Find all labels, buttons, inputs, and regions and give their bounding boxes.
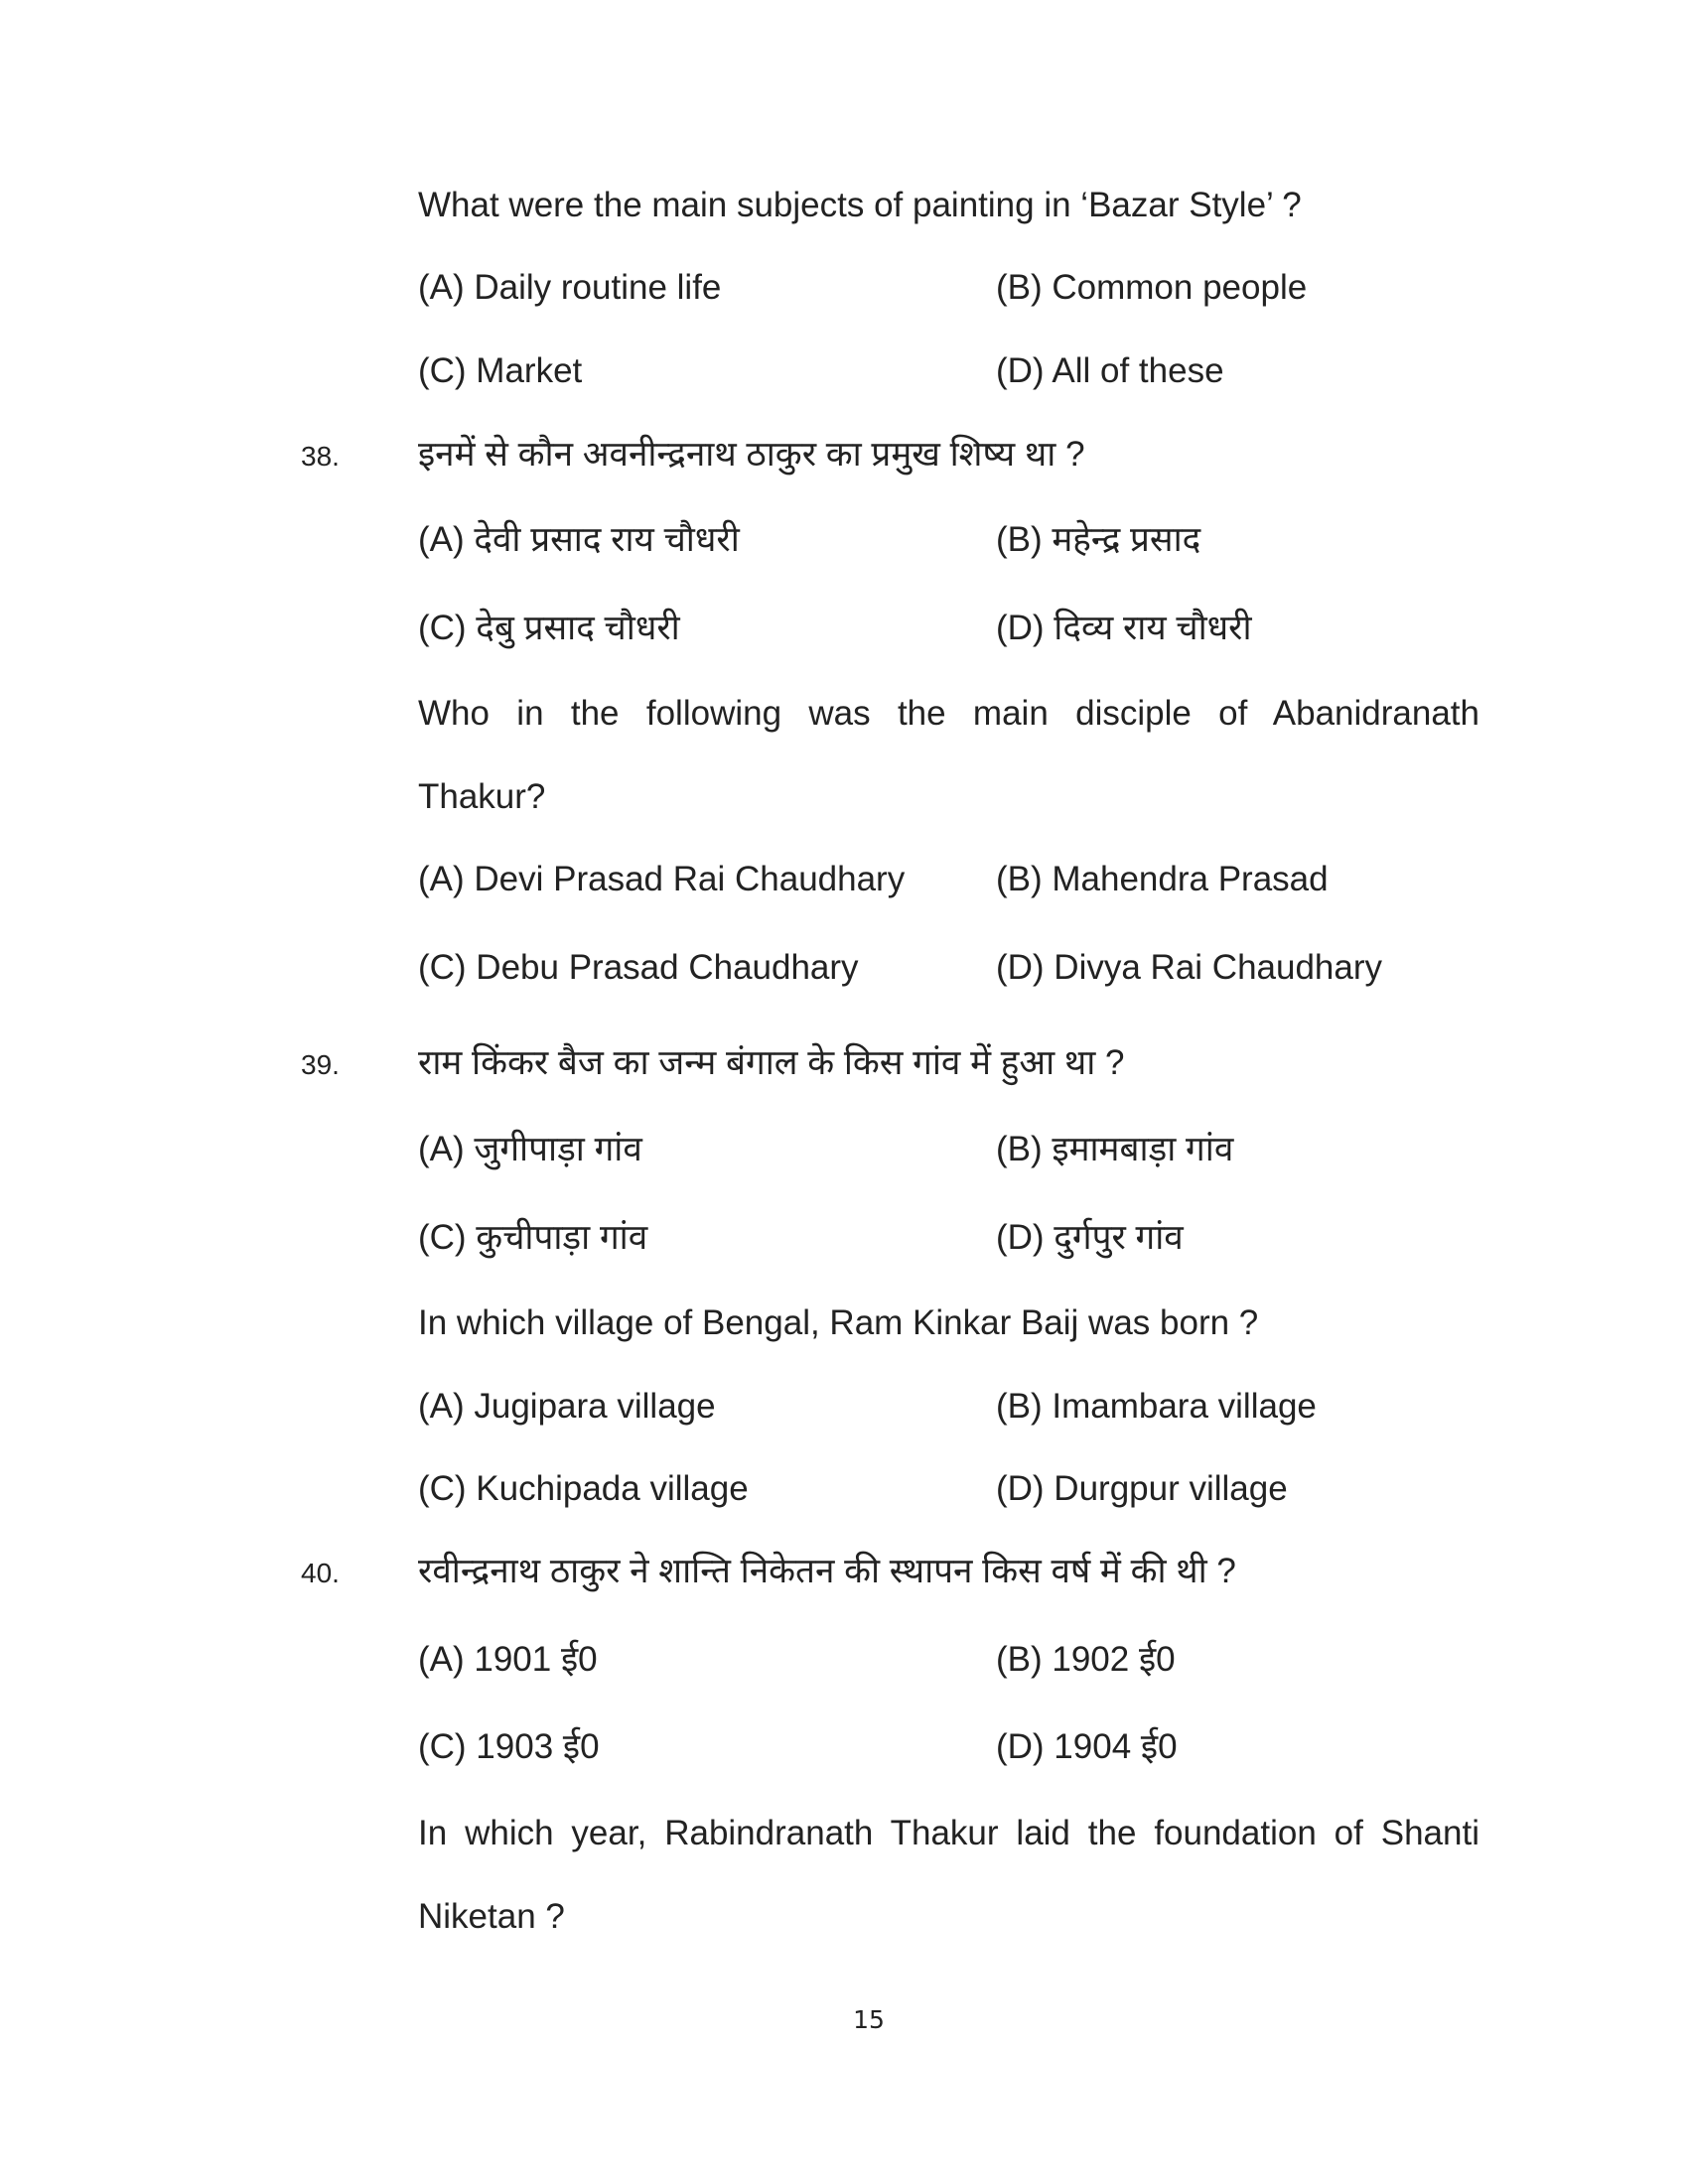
option-b: (B) Common people bbox=[996, 268, 1308, 307]
option-a: (A) Devi Prasad Rai Chaudhary bbox=[418, 860, 906, 898]
question-text: In which year, Rabindranath Thakur laid the foundation of Shanti bbox=[418, 1814, 1479, 1852]
option-c-hindi: (C) देबु प्रसाद चौधरी bbox=[418, 609, 680, 647]
option-a: (A) Jugipara village bbox=[418, 1387, 716, 1426]
question-number: 38. bbox=[301, 441, 340, 472]
option-a-hindi: (A) देवी प्रसाद राय चौधरी bbox=[418, 520, 740, 559]
page-number: 15 bbox=[853, 2005, 885, 2034]
option-b-hindi: (B) इमामबाड़ा गांव bbox=[996, 1130, 1234, 1168]
question-text: What were the main subjects of painting in ‘Bazar Style’ ? bbox=[418, 186, 1302, 224]
option-c: (C) Market bbox=[418, 351, 583, 390]
question-text: Who in the following was the main disciple of Abanidranath bbox=[418, 694, 1479, 733]
option-a-hindi: (A) 1901 ई0 bbox=[418, 1640, 598, 1679]
question-text-cont: Niketan ? bbox=[418, 1897, 565, 1936]
option-d: (D) Durgpur village bbox=[996, 1469, 1288, 1508]
option-c-hindi: (C) कुचीपाड़ा गांव bbox=[418, 1218, 648, 1257]
option-d: (D) All of these bbox=[996, 351, 1224, 390]
question-text-hindi: राम किंकर बैज का जन्म बंगाल के किस गांव में हुआ था ? bbox=[418, 1043, 1125, 1082]
option-c-hindi: (C) 1903 ई0 bbox=[418, 1727, 600, 1766]
option-d-hindi: (D) 1904 ई0 bbox=[996, 1727, 1178, 1766]
option-b-hindi: (B) 1902 ई0 bbox=[996, 1640, 1176, 1679]
option-c: (C) Kuchipada village bbox=[418, 1469, 749, 1508]
question-text: In which village of Bengal, Ram Kinkar Baij was born ? bbox=[418, 1303, 1259, 1342]
option-b: (B) Imambara village bbox=[996, 1387, 1317, 1426]
option-b: (B) Mahendra Prasad bbox=[996, 860, 1329, 898]
question-number: 39. bbox=[301, 1049, 340, 1080]
question-text-hindi: इनमें से कौन अवनीन्द्रनाथ ठाकुर का प्रमुख शिष्य था ? bbox=[418, 435, 1085, 474]
question-text-hindi: रवीन्द्रनाथ ठाकुर ने शान्ति निकेतन की स्थापन किस वर्ष में की थी ? bbox=[418, 1552, 1236, 1590]
option-a-hindi: (A) जुगीपाड़ा गांव bbox=[418, 1130, 642, 1168]
option-b-hindi: (B) महेन्द्र प्रसाद bbox=[996, 520, 1201, 559]
option-c: (C) Debu Prasad Chaudhary bbox=[418, 948, 859, 987]
question-number: 40. bbox=[301, 1558, 340, 1588]
option-a: (A) Daily routine life bbox=[418, 268, 722, 307]
question-text-cont: Thakur? bbox=[418, 777, 546, 816]
option-d-hindi: (D) दिव्य राय चौधरी bbox=[996, 609, 1252, 647]
option-d: (D) Divya Rai Chaudhary bbox=[996, 948, 1383, 987]
option-d-hindi: (D) दुर्गपुर गांव bbox=[996, 1218, 1184, 1257]
